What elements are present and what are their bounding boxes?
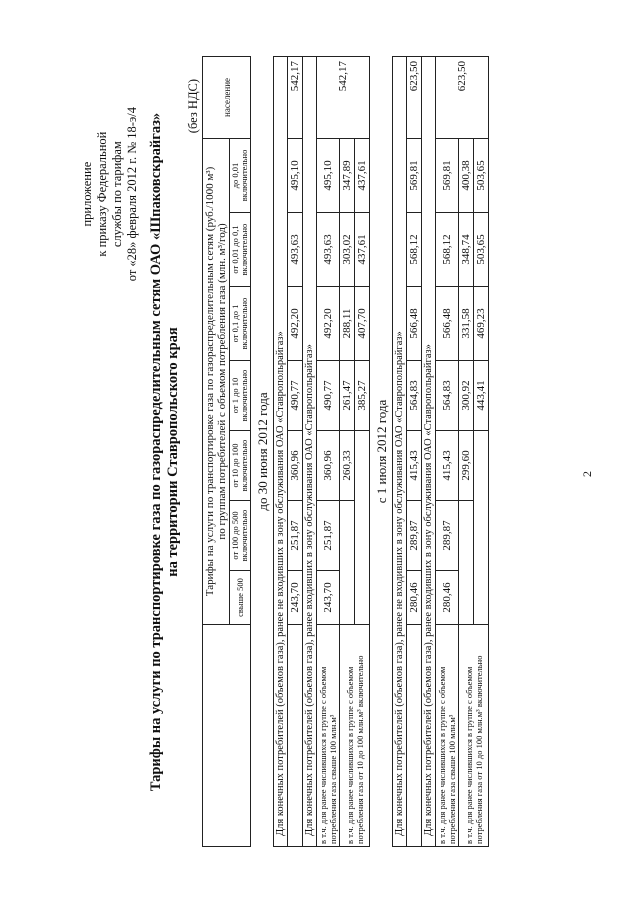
section-title: Для конечных потребителей (объемов газа), ранее не входивших в зону обслуживания ОАО «Ставропольрайгаз» bbox=[393, 56, 407, 846]
page-number: 2 bbox=[580, 471, 594, 477]
population-value: 623,50 bbox=[436, 56, 489, 138]
unit-note: (без НДС) bbox=[186, 79, 200, 134]
column-header: свыше 500 bbox=[230, 571, 251, 625]
value-cell: 569,81 bbox=[407, 138, 422, 212]
column-header: от 0,1 до 1 включительно bbox=[230, 287, 251, 361]
table-row bbox=[407, 56, 422, 846]
corner-cell bbox=[203, 625, 251, 847]
table-row bbox=[317, 56, 340, 846]
value-cell: 569,81 bbox=[436, 138, 459, 212]
period-label: с 1 июля 2012 года bbox=[374, 399, 389, 504]
period-label: до 30 июня 2012 года bbox=[255, 392, 270, 511]
column-header: от 10 до 100 включительно bbox=[230, 431, 251, 501]
value-cell: 564,83 bbox=[436, 361, 459, 431]
section-title: Для конечных потребителей (объемов газа), ранее входивших в зону обслуживания ОАО «Ставропольрайгаз» bbox=[422, 56, 436, 846]
rotated-page bbox=[40, 37, 600, 867]
value-cell: 331,58 bbox=[459, 287, 474, 361]
empty-cell bbox=[340, 501, 355, 625]
value-cell: 568,12 bbox=[407, 213, 422, 287]
value-cell: 469,23 bbox=[474, 287, 489, 361]
column-header: от 1 до 10 включительно bbox=[230, 361, 251, 431]
value-cell: 288,11 bbox=[340, 287, 355, 361]
appendix-line: к приказу Федеральной bbox=[95, 131, 109, 257]
value-cell: 243,70 bbox=[317, 571, 340, 625]
main-header-line: Тарифы на услуги по транспортировке газа по газораспределительным сетям (руб./1000 м³) bbox=[204, 166, 216, 597]
value-cell: 443,41 bbox=[474, 361, 489, 431]
value-cell: 503,65 bbox=[474, 138, 489, 212]
table-row bbox=[436, 56, 459, 846]
value-cell: 503,65 bbox=[474, 213, 489, 287]
row-label: в т.ч. для ранее числившихся в группе с объемом потребления газа от 10 до 100 млн.м³ включительно bbox=[459, 625, 489, 847]
empty-cell bbox=[355, 431, 370, 625]
value-cell: 415,43 bbox=[436, 431, 459, 501]
main-header-line: по группам потребителей с объемом потребления газа (млн. м³/год) bbox=[216, 223, 228, 540]
population-value: 542,17 bbox=[288, 56, 303, 138]
value-cell: 289,87 bbox=[407, 501, 422, 571]
value-cell: 347,89 bbox=[340, 138, 355, 212]
value-cell: 490,77 bbox=[317, 361, 340, 431]
table-row bbox=[459, 56, 474, 846]
value-cell: 493,63 bbox=[288, 213, 303, 287]
table-row bbox=[288, 56, 303, 846]
empty-cell bbox=[474, 431, 489, 625]
value-cell: 492,20 bbox=[317, 287, 340, 361]
population-value: 542,17 bbox=[317, 56, 370, 138]
column-header: от 0,01 до 0,1 включительно bbox=[230, 213, 251, 287]
value-cell: 568,12 bbox=[436, 213, 459, 287]
appendix-line: от «28» февраля 2012 г. № 18-э/4 bbox=[125, 107, 139, 282]
appendix-line: приложение bbox=[80, 161, 94, 227]
row-label bbox=[288, 625, 303, 847]
value-cell: 495,10 bbox=[288, 138, 303, 212]
value-cell: 495,10 bbox=[317, 138, 340, 212]
value-cell: 280,46 bbox=[407, 571, 422, 625]
value-cell: 299,60 bbox=[459, 431, 474, 501]
value-cell: 490,77 bbox=[288, 361, 303, 431]
value-cell: 437,61 bbox=[355, 138, 370, 212]
value-cell: 348,74 bbox=[459, 213, 474, 287]
table-row bbox=[340, 56, 355, 846]
value-cell: 289,87 bbox=[436, 501, 459, 571]
column-header-population: население bbox=[203, 56, 251, 138]
value-cell: 243,70 bbox=[288, 571, 303, 625]
value-cell: 564,83 bbox=[407, 361, 422, 431]
population-value: 623,50 bbox=[407, 56, 422, 138]
main-header bbox=[203, 138, 230, 624]
value-cell: 360,96 bbox=[317, 431, 340, 501]
value-cell: 437,61 bbox=[355, 213, 370, 287]
empty-cell bbox=[459, 501, 474, 625]
value-cell: 360,96 bbox=[288, 431, 303, 501]
document-title bbox=[148, 57, 182, 847]
value-cell: 492,20 bbox=[288, 287, 303, 361]
value-cell: 251,87 bbox=[317, 501, 340, 571]
row-label: в т.ч. для ранее числившихся в группе с объемом потребления газа свыше 100 млн.м³ bbox=[317, 625, 340, 847]
title-line: Тарифы на услуги по транспортировке газа по газораспределительным сетям ОАО «Шпаковскрайгаз» bbox=[148, 112, 164, 792]
section-title: Для конечных потребителей (объемов газа), ранее не входивших в зону обслуживания ОАО «Ставропольрайгаз» bbox=[274, 56, 288, 846]
appendix-line: службы по тарифам bbox=[110, 141, 124, 248]
column-header: от 100 до 500 включительно bbox=[230, 501, 251, 571]
value-cell: 260,33 bbox=[340, 431, 355, 501]
section-title: Для конечных потребителей (объемов газа), ранее входивших в зону обслуживания ОАО «Ставропольрайгаз» bbox=[303, 56, 317, 846]
value-cell: 566,48 bbox=[436, 287, 459, 361]
row-label: в т.ч. для ранее числившихся в группе с объемом потребления газа от 10 до 100 млн.м³ включительно bbox=[340, 625, 370, 847]
value-cell: 407,70 bbox=[355, 287, 370, 361]
tariff-table bbox=[202, 56, 489, 847]
title-line: на территории Ставропольского края bbox=[165, 327, 181, 577]
value-cell: 300,92 bbox=[459, 361, 474, 431]
value-cell: 400,38 bbox=[459, 138, 474, 212]
appendix-block bbox=[80, 107, 140, 281]
row-label bbox=[407, 625, 422, 847]
value-cell: 261,47 bbox=[340, 361, 355, 431]
value-cell: 493,63 bbox=[317, 213, 340, 287]
value-cell: 303,02 bbox=[340, 213, 355, 287]
column-header: до 0,01 включительно bbox=[230, 138, 251, 212]
value-cell: 415,43 bbox=[407, 431, 422, 501]
value-cell: 280,46 bbox=[436, 571, 459, 625]
value-cell: 566,48 bbox=[407, 287, 422, 361]
value-cell: 251,87 bbox=[288, 501, 303, 571]
row-label: в т.ч. для ранее числившихся в группе с объемом потребления газа свыше 100 млн.м³ bbox=[436, 625, 459, 847]
value-cell: 385,27 bbox=[355, 361, 370, 431]
